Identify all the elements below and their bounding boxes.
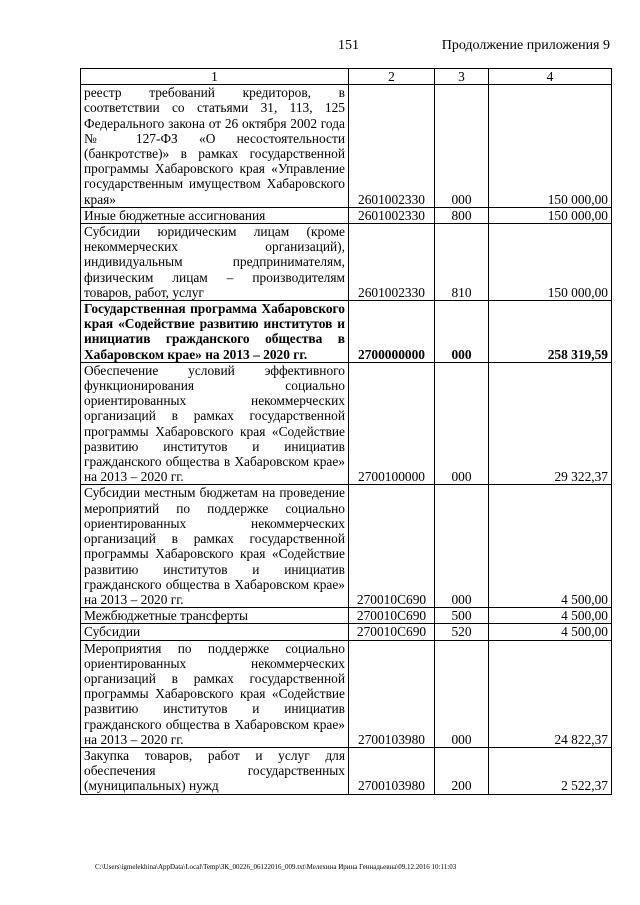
table-row <box>81 640 612 747</box>
row-sum-cell: 4 500,00 <box>489 608 612 624</box>
row-code-cell: 2601002330 <box>349 207 435 223</box>
row-code-cell: 2601002330 <box>349 224 435 301</box>
row-name-cell: реестр требований кредиторов, в соответствии со статьями 31, 113, 125 Федерального закона от 26 октября 2002 года № 127-ФЗ «О несостоятельности (банкротстве)» в рамках государственной программы Хабаровского края «Управление государственным имуществом Хабаровского края» <box>81 85 349 208</box>
row-code-cell: 270010С690 <box>349 608 435 624</box>
row-name-cell: Субсидии местным бюджетам на проведение мероприятий по поддержке социально ориентированных некоммерческих организаций в рамках государственной программы Хабаровского края «Содействие развитию институтов и инициатив гражданского общества в Хабаровском крае» на 2013 – 2020 гг. <box>81 485 349 608</box>
row-sum-cell: 4 500,00 <box>489 624 612 640</box>
page-number: 151 <box>338 38 359 53</box>
table-row <box>81 224 612 301</box>
row-type-cell: 000 <box>435 485 489 608</box>
footer-file-path: C:\Users\igmelekhina\AppData\Local\Temp\ЗК_00226_06122016_009.txt\Мелехина Ирина Геннадьевна\09.12.2016 10:11:03 <box>95 863 457 871</box>
row-name-cell: Межбюджетные трансферты <box>81 608 349 624</box>
table-row <box>81 485 612 608</box>
row-type-cell: 810 <box>435 224 489 301</box>
table-row <box>81 362 612 485</box>
row-code-cell: 2700103980 <box>349 747 435 794</box>
table-header-row <box>81 69 612 85</box>
row-code-cell: 270010С690 <box>349 624 435 640</box>
row-name-cell: Обеспечение условий эффективного функционирования социально ориентированных некоммерческих организаций в рамках государственной программы Хабаровского края «Содействие развитию институтов и инициатив гражданского общества в Хабаровском крае» на 2013 – 2020 гг. <box>81 362 349 485</box>
row-type-cell: 520 <box>435 624 489 640</box>
continuation-note: Продолжение приложения 9 <box>441 38 610 53</box>
row-type-cell: 800 <box>435 207 489 223</box>
row-sum-cell: 29 322,37 <box>489 362 612 485</box>
row-sum-cell: 24 822,37 <box>489 640 612 747</box>
row-type-cell: 000 <box>435 301 489 363</box>
row-code-cell: 2601002330 <box>349 85 435 208</box>
row-type-cell: 500 <box>435 608 489 624</box>
row-code-cell: 2700100000 <box>349 362 435 485</box>
row-type-cell: 000 <box>435 362 489 485</box>
column-header: 4 <box>489 69 612 85</box>
row-name-cell: Иные бюджетные ассигнования <box>81 207 349 223</box>
column-header: 1 <box>81 69 349 85</box>
row-sum-cell: 150 000,00 <box>489 85 612 208</box>
table-row <box>81 608 612 624</box>
table-row <box>81 85 612 208</box>
budget-table <box>80 68 612 795</box>
row-name-cell: Мероприятия по поддержке социально ориентированных некоммерческих организаций в рамках государственной программы Хабаровского края «Содействие развитию институтов и инициатив гражданского общества в Хабаровском крае» на 2013 – 2020 гг. <box>81 640 349 747</box>
column-header: 2 <box>349 69 435 85</box>
table-row <box>81 624 612 640</box>
row-sum-cell: 2 522,37 <box>489 747 612 794</box>
row-sum-cell: 150 000,00 <box>489 224 612 301</box>
row-name-cell: Субсидии юридическим лицам (кроме некоммерческих организаций), индивидуальным предпринимателям, физическим лицам – производителям товаров, работ, услуг <box>81 224 349 301</box>
row-name-cell: Закупка товаров, работ и услуг для обеспечения государственных (муниципальных) нужд <box>81 747 349 794</box>
column-header: 3 <box>435 69 489 85</box>
row-sum-cell: 150 000,00 <box>489 207 612 223</box>
row-name-cell: Субсидии <box>81 624 349 640</box>
row-sum-cell: 258 319,59 <box>489 301 612 363</box>
row-code-cell: 270010С690 <box>349 485 435 608</box>
table-row <box>81 207 612 223</box>
row-code-cell: 2700000000 <box>349 301 435 363</box>
row-type-cell: 000 <box>435 640 489 747</box>
table-row <box>81 301 612 363</box>
row-sum-cell: 4 500,00 <box>489 485 612 608</box>
row-name-cell: Государственная программа Хабаровского края «Содействие развитию институтов и инициатив гражданского общества в Хабаровском крае» на 2013 – 2020 гг. <box>81 301 349 363</box>
row-type-cell: 200 <box>435 747 489 794</box>
row-type-cell: 000 <box>435 85 489 208</box>
row-code-cell: 2700103980 <box>349 640 435 747</box>
table-row <box>81 747 612 794</box>
